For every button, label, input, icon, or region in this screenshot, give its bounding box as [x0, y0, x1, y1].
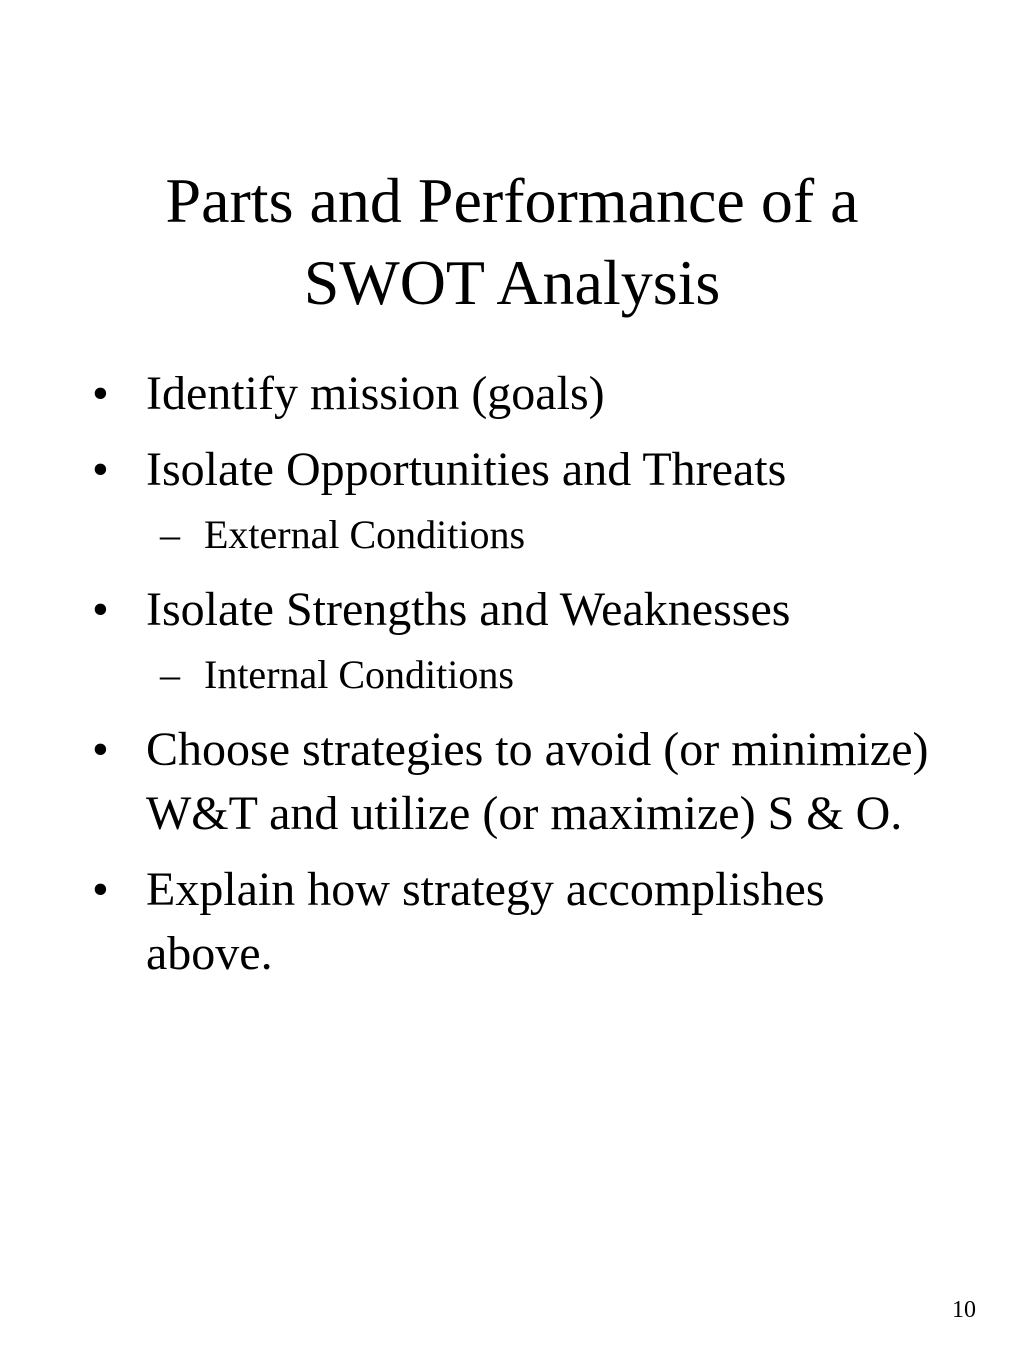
bullet-text: Isolate Strengths and Weaknesses: [146, 583, 791, 636]
sub-bullet-text: Internal Conditions: [204, 652, 514, 697]
dash-marker: –: [160, 652, 180, 697]
slide-title-line-1: Parts and Performance of a: [165, 165, 859, 236]
bullet-marker: •: [92, 443, 109, 496]
sub-bullet-text: External Conditions: [204, 512, 526, 557]
slide-title: [60, 160, 964, 324]
bullet-marker: •: [92, 723, 109, 776]
bullet-marker: •: [92, 367, 109, 420]
bullet-text: Isolate Opportunities and Threats: [146, 443, 787, 496]
slide-title-line-2: SWOT Analysis: [303, 247, 721, 318]
bullet-text: Identify mission (goals): [146, 367, 605, 420]
sub-bullet-item: [92, 508, 952, 562]
bullet-text: Explain how strategy accomplishes above.: [146, 863, 825, 980]
bullet-text: Choose strategies to avoid (or minimize) W&T and utilize (or maximize) S & O.: [146, 723, 929, 840]
bullet-item: [92, 362, 952, 426]
bullet-item: [92, 578, 952, 642]
bullet-list: [92, 362, 952, 998]
bullet-item: [92, 718, 952, 846]
bullet-item: [92, 858, 952, 986]
sub-bullet-item: [92, 648, 952, 702]
bullet-item: [92, 438, 952, 502]
dash-marker: –: [160, 512, 180, 557]
bullet-marker: •: [92, 583, 109, 636]
page-number: 10: [952, 1297, 976, 1323]
bullet-marker: •: [92, 863, 109, 916]
